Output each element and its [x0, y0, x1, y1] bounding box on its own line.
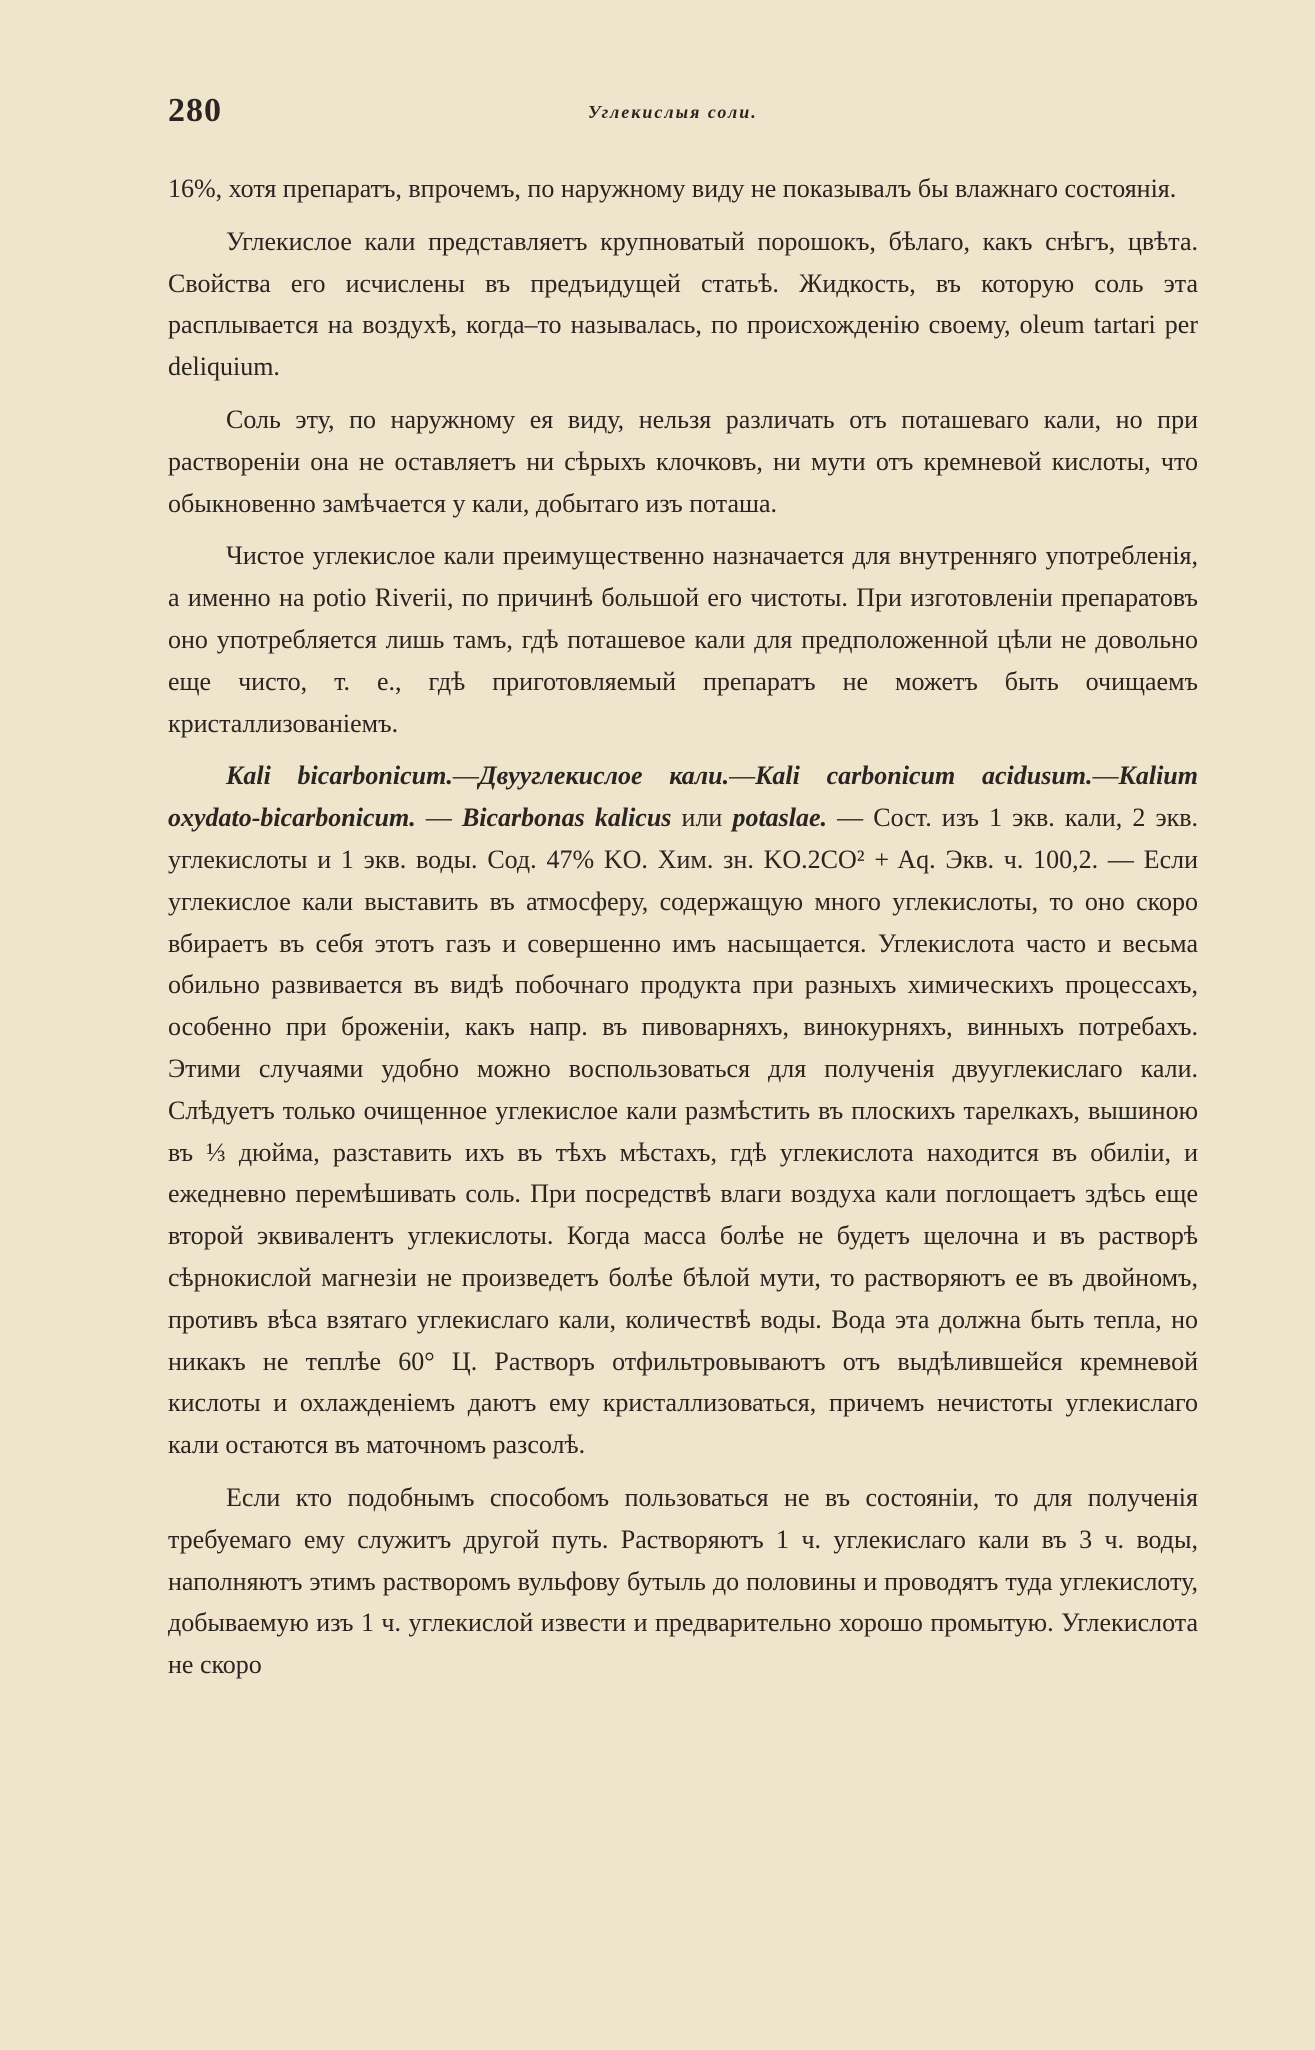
- body-text: [168, 168, 1198, 1697]
- paragraph-3: Соль эту, по наружному ея виду, нельзя различать отъ поташеваго кали, но при раствореніи она не оставляетъ ни сѣрыхъ клочковъ, ни мути отъ кремневой кислоты, что обыкновенно замѣчается у кали, добытаго изъ поташа.: [168, 404, 1198, 518]
- page-header: [168, 92, 1198, 132]
- page-number: 280: [168, 92, 222, 129]
- latin-name-4: Bicarbonas kalicus: [461, 803, 672, 833]
- paragraph-kali-bicarbonicum: [168, 755, 1198, 1466]
- latin-name-1: Kali bicarbonicum.: [226, 761, 453, 791]
- dash-4: —: [415, 803, 462, 833]
- word-ili: или: [671, 803, 733, 833]
- latin-name-3: Kalium oxydato-bicarbonicum.: [168, 761, 1198, 833]
- dash-1: —: [452, 761, 479, 791]
- paragraph-4: Чистое углекислое кали преимущественно назначается для внутренняго употребленія, а именно на potio Riverii, по причинѣ большой его чистоты. При изготовленіи препаратовъ оно употребляется лишь тамъ, гдѣ поташевое кали для предположенной цѣли не довольно еще чисто, т. е., гдѣ приготовляемый препаратъ не можетъ быть очищаемъ кристаллизованіемъ.: [168, 541, 1198, 738]
- paragraph-1: 16%, хотя препаратъ, впрочемъ, по наружному виду не показывалъ бы влажнаго состоянія.: [168, 174, 1177, 203]
- kali-description: — Сост. изъ 1 экв. кали, 2 экв. углекислоты и 1 экв. воды. Сод. 47% KO. Хим. зн. KO.2CO² + Aq. Экв. ч. 100,2. — Если углекислое кали выставить въ атмосферу, содержащую много углекислоты, то оно скоро вбираетъ въ себя этотъ газъ и совершенно имъ насыщается. Углекислота часто и весьма обильно развивается въ видѣ побочнаго продукта при разныхъ химическихъ процессахъ, особенно при броженіи, какъ напр. въ пивоварняхъ, винокурняхъ, винныхъ потребахъ. Этими случаями удобно можно воспользоваться для полученія двууглекислаго кали. Слѣдуетъ только очищенное углекислое кали размѣстить въ плоскихъ тарелкахъ, вышиною въ ⅓ дюйма, разставить ихъ въ тѣхъ мѣстахъ, гдѣ углекислота находится въ обиліи, и ежедневно перемѣшивать соль. При посредствѣ влаги воздуха кали поглощаетъ здѣсь еще второй эквивалентъ углекислоты. Когда масса болѣе не будетъ щелочна и въ растворѣ сѣрнокислой магнезіи не произведетъ болѣе бѣлой мути, то растворяютъ ее въ двойномъ, противъ вѣса взятаго углекислаго кали, количествѣ воды. Вода эта должна быть тепла, но никакъ не теплѣе 60° Ц. Растворъ отфильтровываютъ отъ выдѣлившейся кремневой кислоты и охлажденіемъ даютъ ему кристаллизоваться, причемъ нечистоты углекислаго кали остаются въ маточномъ разсолѣ.: [168, 803, 1199, 1460]
- running-title: Углекислыя соли.: [588, 102, 758, 122]
- latin-name-5: potaslae.: [732, 803, 828, 833]
- paragraph-2: Углекислое кали представляетъ крупноватый порошокъ, бѣлаго, какъ снѣгъ, цвѣта. Свойства его исчислены въ предъидущей статьѣ. Жидкость, въ которую соль эта расплывается на воздухѣ, когда–то называлась, по происхожденію своему, oleum tartari per deliquium.: [168, 226, 1198, 382]
- latin-name-2: Kali carbonicum acidusum.: [755, 761, 1093, 791]
- dash-2: —: [729, 761, 756, 791]
- russian-name: Двууглекислое кали.: [478, 761, 730, 791]
- paragraph-last: Если кто подобнымъ способомъ пользоваться не въ состояніи, то для полученія требуемаго ему служитъ другой путь. Растворяютъ 1 ч. углекислаго кали въ 3 ч. воды, наполняютъ этимъ растворомъ вульфову бутыль до половины и проводятъ туда углекислоту, добываемую изъ 1 ч. углекислой извести и предварительно хорошо промытую. Углекислота не скоро: [168, 1482, 1198, 1680]
- dash-3: —: [1092, 761, 1119, 791]
